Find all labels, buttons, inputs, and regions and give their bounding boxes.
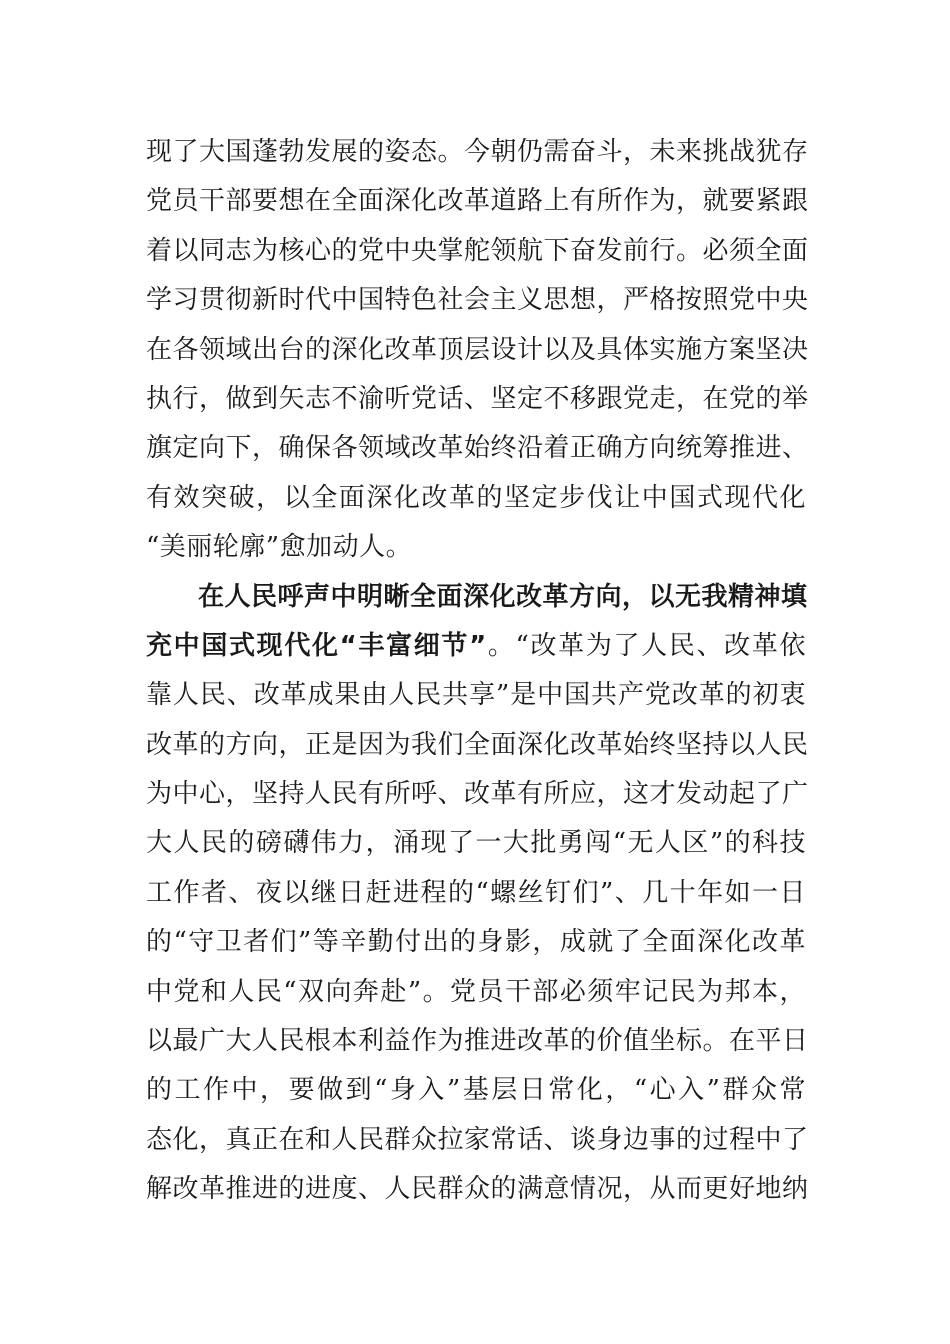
text-line: 着以同志为核心的党中央掌舵领航下奋发前行。必须全面 xyxy=(146,235,809,266)
text-line: 态化，真正在和人民群众拉家常话、谈身边事的过程中了 xyxy=(146,1124,809,1155)
text-line: 有效突破，以全面深化改革的坚定步伐让中国式现代化 xyxy=(146,482,806,513)
text-line: 靠人民、改革成果由人民共享”是中国共产党改革的初衷 xyxy=(146,680,806,711)
section-heading-cont: 充中国式现代化“丰富细节” xyxy=(146,630,487,661)
text-line xyxy=(146,622,806,671)
text-line: 为中心，坚持人民有所呼、改革有所应，这才发动起了广 xyxy=(146,779,809,810)
body-text xyxy=(146,128,809,1215)
text-line: 解改革推进的进度、人民群众的满意情况，从而更好地纳 xyxy=(146,1174,809,1205)
text-line: 以最广大人民根本利益作为推进改革的价值坐标。在平日 xyxy=(146,1026,809,1057)
text-line: 学习贯彻新时代中国特色社会主义思想，严格按照党中央 xyxy=(146,285,809,316)
text-line: 在各领域出台的深化改革顶层设计以及具体实施方案坚决 xyxy=(146,334,809,365)
text-line: 中党和人民“双向奔赴”。党员干部必须牢记民为邦本， xyxy=(146,976,806,1007)
text-line: 的“守卫者们”等辛勤付出的身影，成就了全面深化改革 xyxy=(146,927,806,958)
text-line: 现了大国蓬勃发展的姿态。今朝仍需奋斗，未来挑战犹存 xyxy=(146,137,809,167)
text-line: 工作者、夜以继日赶进程的“螺丝钉们”、几十年如一日 xyxy=(146,877,806,908)
section-heading: 在人民呼声中明晰全面深化改革方向，以无我精神填 xyxy=(198,581,808,612)
text-span: 。“改革为了人民、改革依 xyxy=(486,630,806,661)
text-line: “美丽轮廓”愈加动人。 xyxy=(146,532,413,563)
text-line: 的工作中，要做到“身入”基层日常化，“心入”群众常 xyxy=(146,1075,806,1106)
text-line: 大人民的磅礴伟力，涌现了一大批勇闯“无人区”的科技 xyxy=(146,828,806,859)
text-line: 党员干部要想在全面深化改革道路上有所作为，就要紧跟 xyxy=(146,186,809,217)
text-line: 旗定向下，确保各领域改革始终沿着正确方向统筹推进、 xyxy=(146,433,809,464)
text-line: 执行，做到矢志不渝听党话、坚定不移跟党走，在党的举 xyxy=(146,383,809,414)
text-line: 改革的方向，正是因为我们全面深化改革始终坚持以人民 xyxy=(146,729,809,760)
